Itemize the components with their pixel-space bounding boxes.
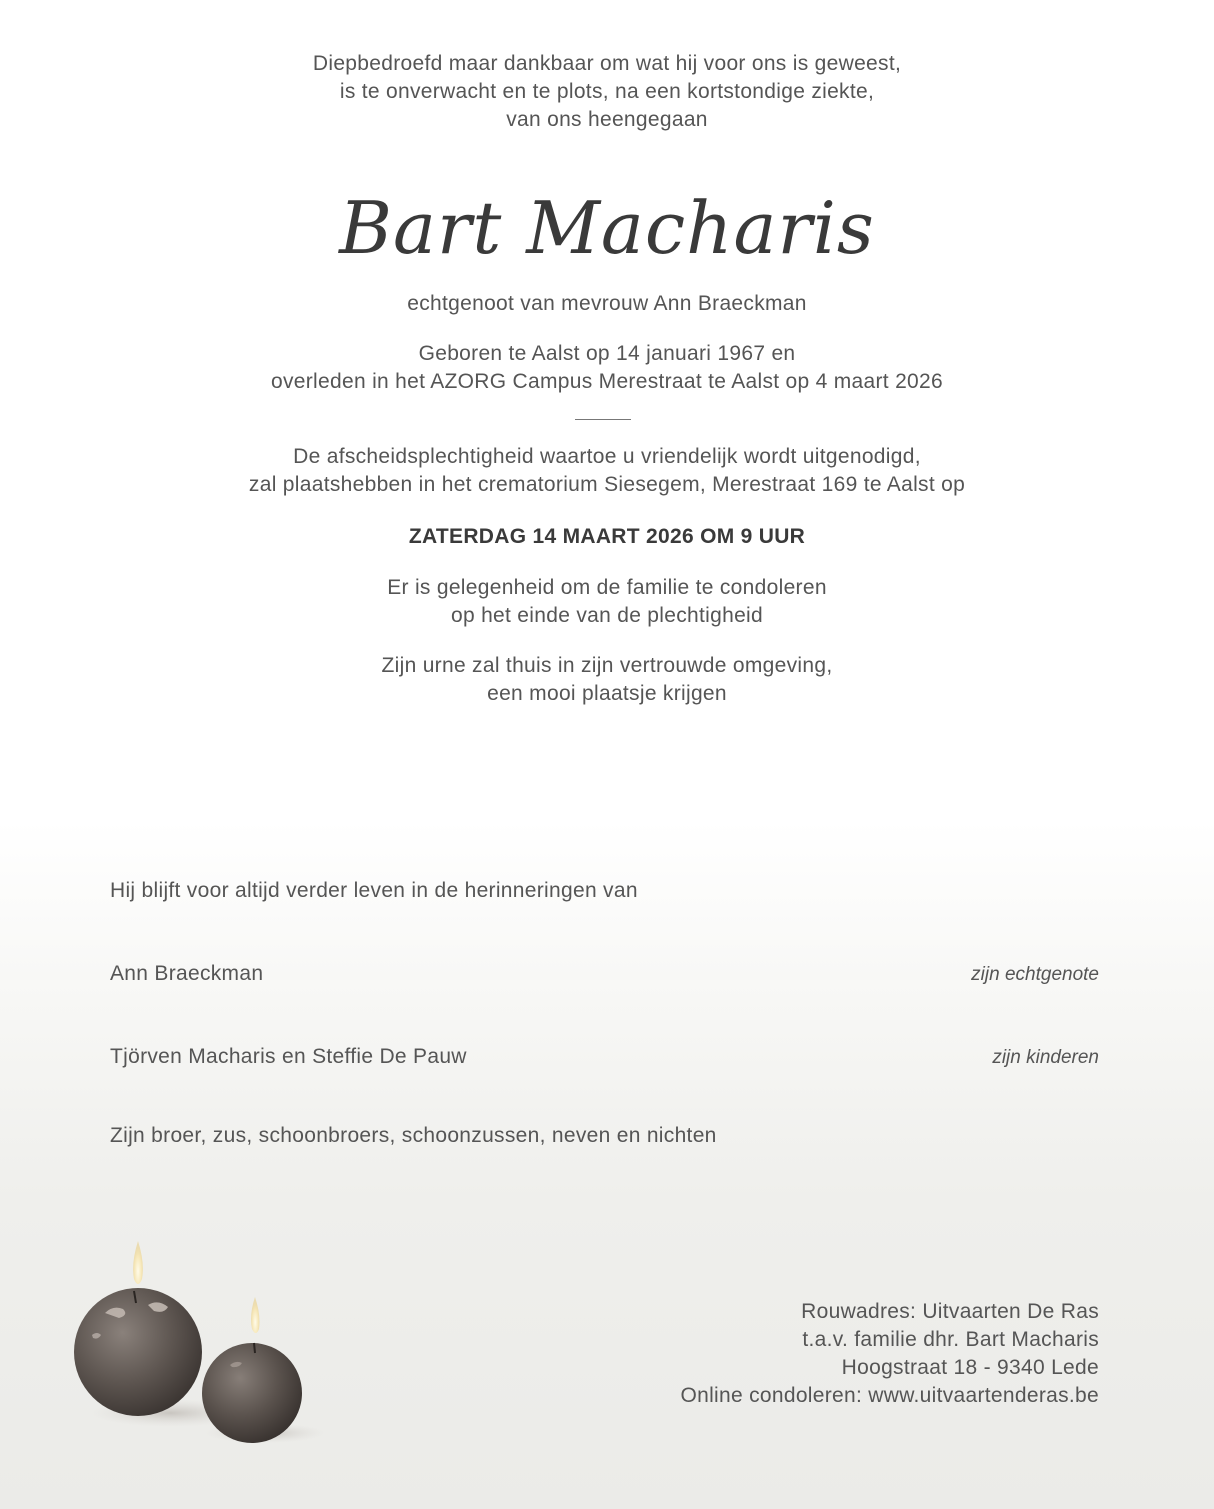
- deceased-name: Bart Macharis: [339, 186, 875, 270]
- urn-info: [0, 652, 1214, 708]
- urn-line: Zijn urne zal thuis in zijn vertrouwde omgeving,: [381, 654, 833, 677]
- divider: [575, 419, 631, 420]
- extended-family: Zijn broer, zus, schoonbroers, schoonzussen, neven en nichten: [110, 1124, 717, 1147]
- ceremony-line: zal plaatshebben in het crematorium Siesegem, Merestraat 169 te Aalst op: [248, 473, 966, 496]
- ceremony-info: [0, 443, 1214, 499]
- intro-line: van ons heengegaan: [506, 108, 708, 131]
- ceremony-date: ZATERDAG 14 MAART 2026 OM 9 UUR: [408, 525, 806, 548]
- large-flame: [133, 1241, 143, 1284]
- condolence-line: op het einde van de plechtigheid: [450, 604, 763, 627]
- small-candle: [202, 1343, 302, 1443]
- family-member-role: zijn echtgenote: [971, 964, 1099, 985]
- condolence-info: [0, 574, 1214, 630]
- spouse-line: [0, 290, 1214, 318]
- address-line: Rouwadres: Uitvaarten De Ras: [801, 1300, 1099, 1323]
- death-line: overleden in het AZORG Campus Merestraat te Aalst op 4 maart 2026: [271, 370, 943, 393]
- spouse-text: echtgenoot van mevrouw Ann Braeckman: [407, 292, 807, 315]
- ceremony-line: De afscheidsplechtigheid waartoe u vriendelijk wordt uitgenodigd,: [293, 445, 921, 468]
- family-member-name: Ann Braeckman: [110, 962, 264, 985]
- birth-line: Geboren te Aalst op 14 januari 1967 en: [418, 342, 796, 365]
- intro-line: Diepbedroefd maar dankbaar om wat hij voor ons is geweest,: [312, 52, 902, 75]
- small-flame: [251, 1297, 260, 1333]
- address-line: Hoogstraat 18 - 9340 Lede: [841, 1356, 1099, 1379]
- candles-icon: [60, 1225, 350, 1450]
- address-line: t.a.v. familie dhr. Bart Macharis: [802, 1328, 1099, 1351]
- intro-line: is te onverwacht en te plots, na een kortstondige ziekte,: [339, 80, 875, 103]
- condolence-website: Online condoleren: www.uitvaartenderas.be: [680, 1384, 1099, 1407]
- large-candle: [74, 1288, 202, 1416]
- condolence-line: Er is gelegenheid om de familie te condoleren: [387, 576, 827, 599]
- intro-text: [0, 50, 1214, 134]
- family-member-name: Tjörven Macharis en Steffie De Pauw: [110, 1045, 467, 1068]
- mourning-address: [680, 1298, 1099, 1410]
- memories-intro: Hij blijft voor altijd verder leven in de herinneringen van: [110, 879, 638, 902]
- birth-death-info: [0, 340, 1214, 396]
- family-member-role: zijn kinderen: [992, 1047, 1099, 1068]
- urn-line: een mooi plaatsje krijgen: [487, 682, 727, 705]
